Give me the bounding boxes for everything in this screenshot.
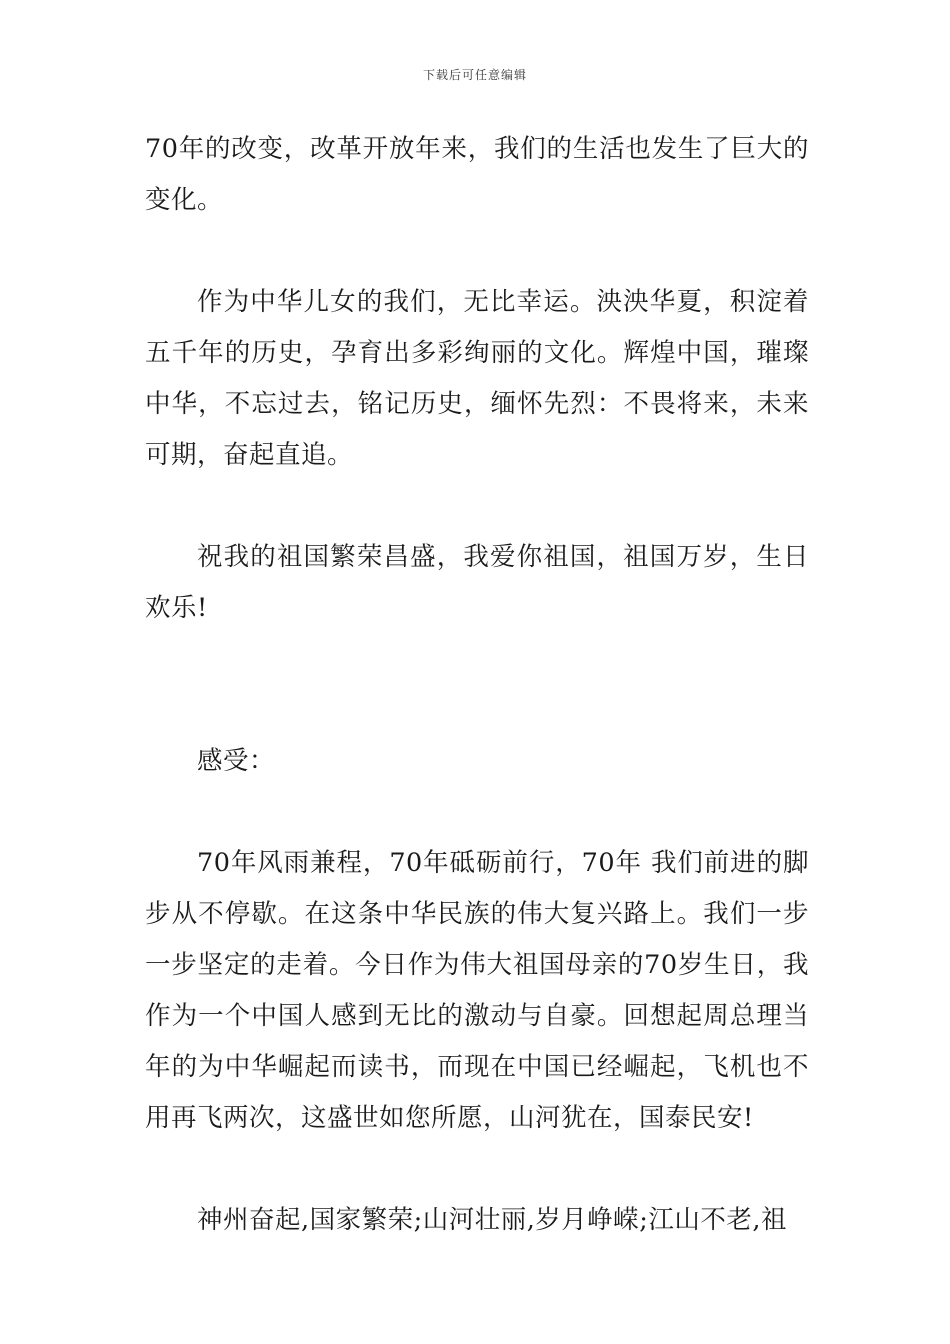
paragraph-history: 作为中华儿女的我们，无比幸运。泱泱华夏，积淀着五千年的历史，孕育出多彩绚丽的文化。辉煌中国，璀璨中华，不忘过去，铭记历史，缅怀先烈：不畏将来，未来可期，奋起直追。 xyxy=(145,287,809,470)
paragraph-spacer xyxy=(145,226,809,277)
paragraph-spacer xyxy=(145,634,809,736)
paragraph-wishes: 祝我的祖国繁荣昌盛，我爱你祖国，祖国万岁，生日欢乐! xyxy=(145,542,809,623)
paragraph-spacer xyxy=(145,787,809,838)
paragraph-change: 70年的改变，改革开放年来，我们的生活也发生了巨大的变化。 xyxy=(145,134,809,215)
page-header-note: 下载后可任意编辑 xyxy=(422,68,527,82)
section-heading-feelings: 感受： xyxy=(197,746,276,776)
paragraph-spacer xyxy=(145,481,809,532)
document-body xyxy=(145,124,809,1246)
paragraph-divine-land: 神州奋起,国家繁荣;山河壮丽,岁月峥嵘;江山不老,祖 xyxy=(197,1205,788,1235)
paragraph-spacer xyxy=(145,1144,809,1195)
paragraph-seventy-years: 70年风雨兼程，70年砥砺前行，70年 我们前进的脚步从不停歇。在这条中华民族的伟大复兴路上。我们一步一步坚定的走着。今日作为伟大祖国母亲的70岁生日，我作为一个中国人感到无比的激动与自豪。回想起周总理当年的为中华崛起而读书，而现在中国已经崛起，飞机也不用再飞两次，这盛世如您所愿，山河犹在，国泰民安! xyxy=(145,848,809,1133)
